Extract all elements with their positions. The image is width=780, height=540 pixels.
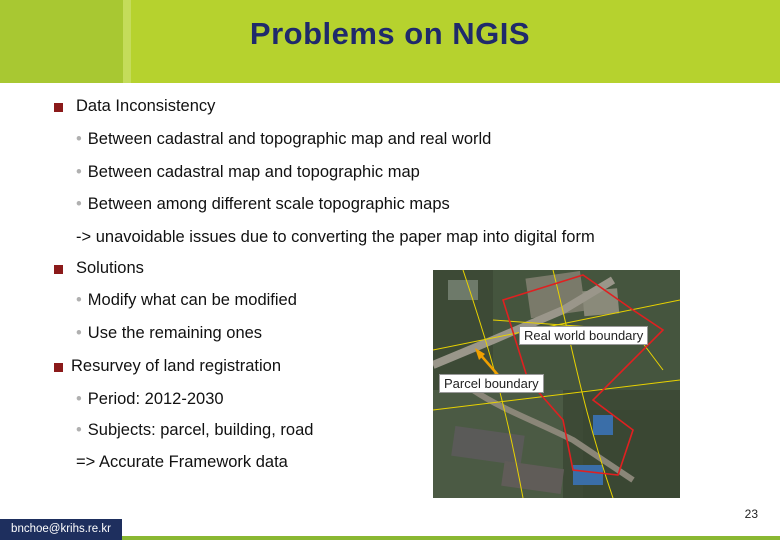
list-item: • Between among different scale topographic maps xyxy=(76,195,450,213)
bullet-dot-icon: • xyxy=(76,390,82,408)
list-item: • Use the remaining ones xyxy=(76,324,263,342)
header-left-block xyxy=(0,0,123,83)
list-item: • Between cadastral and topographic map and real world xyxy=(76,130,492,148)
section-heading-data-inconsistency: Data Inconsistency xyxy=(76,97,216,115)
list-item: • Modify what can be modified xyxy=(76,291,297,309)
section-note: -> unavoidable issues due to converting the paper map into digital form xyxy=(76,228,595,246)
callout-parcel-boundary: Parcel boundary xyxy=(439,374,544,393)
slide-title: Problems on NGIS xyxy=(249,16,531,51)
bullet-dot-icon: • xyxy=(76,195,82,213)
page-number: 23 xyxy=(744,507,758,521)
section-heading-solutions: Solutions xyxy=(76,259,144,277)
header-stripe xyxy=(123,0,131,83)
bullet-square-icon xyxy=(54,103,63,112)
footer-email: bnchoe@krihs.re.kr xyxy=(0,519,122,540)
list-item: • Between cadastral map and topographic map xyxy=(76,163,420,181)
list-item: • Subjects: parcel, building, road xyxy=(76,421,314,439)
section-heading-resurvey: Resurvey of land registration xyxy=(71,357,282,375)
bullet-dot-icon: • xyxy=(76,163,82,181)
footer-bar xyxy=(122,536,780,540)
bullet-dot-icon: • xyxy=(76,291,82,309)
bullet-dot-icon: • xyxy=(76,324,82,342)
bullet-square-icon xyxy=(54,363,63,372)
section-note: => Accurate Framework data xyxy=(76,453,288,471)
bullet-square-icon xyxy=(54,265,63,274)
list-item: • Period: 2012-2030 xyxy=(76,390,224,408)
bullet-dot-icon: • xyxy=(76,421,82,439)
callout-real-world-boundary: Real world boundary xyxy=(519,326,648,345)
bullet-dot-icon: • xyxy=(76,130,82,148)
